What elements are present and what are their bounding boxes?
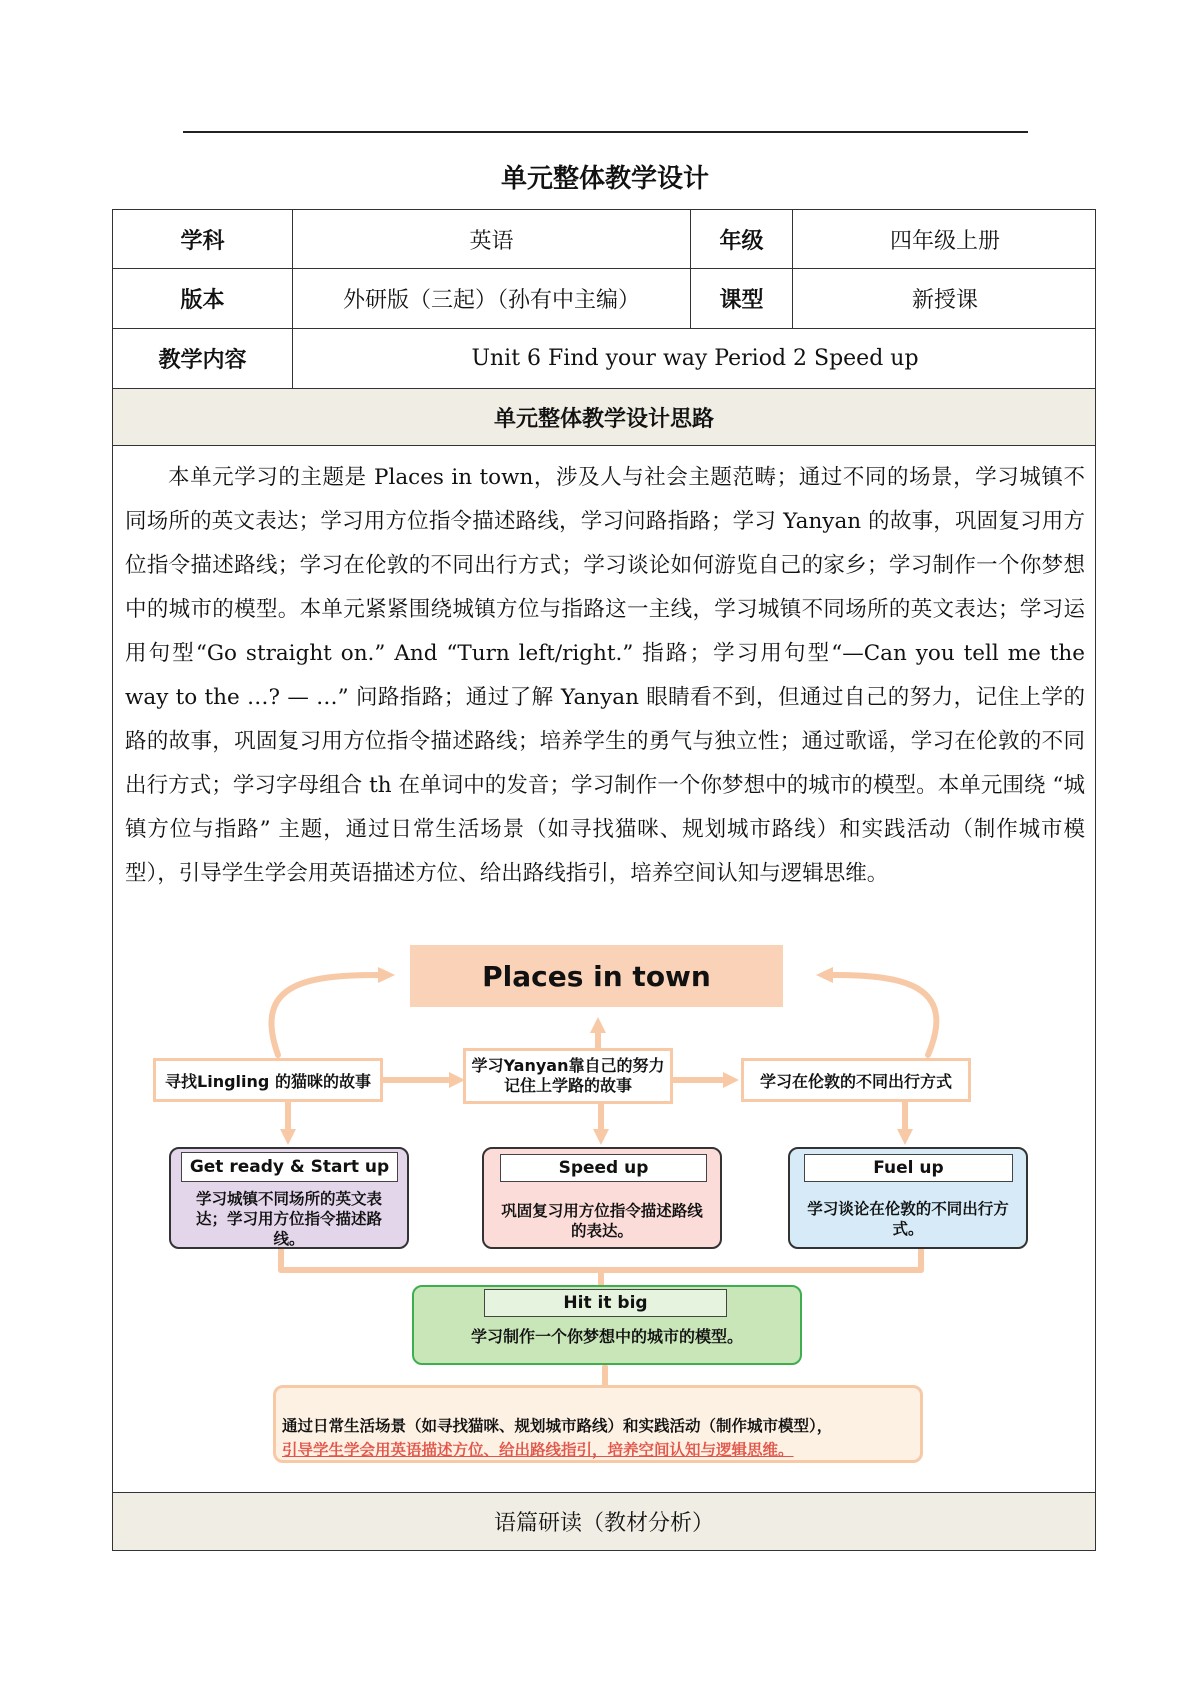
content-label: 教学内容 xyxy=(158,348,247,373)
edition-value: 外研版（三起）（孙有中主编） xyxy=(292,269,690,328)
card4-title: Hit it big xyxy=(563,1293,648,1313)
subject-value: 英语 xyxy=(292,210,690,268)
table-row xyxy=(113,329,1095,389)
card1-title: Get ready & Start up xyxy=(189,1157,390,1177)
story2-line1: 学习Yanyan靠自己的努力 xyxy=(471,1056,665,1075)
summary-line2: 引导学生学会用英语描述方位、给出路线指引，培养空间认知与逻辑思维。 xyxy=(282,1441,794,1459)
card2-text: 巩固复习用方位指令描述路线的表达。 xyxy=(501,1202,703,1240)
concept-map xyxy=(113,945,1097,1490)
story3-text: 学习在伦敦的不同出行方式 xyxy=(759,1071,952,1091)
card2-title: Speed up xyxy=(558,1158,649,1178)
lesson-type-label: 课型 xyxy=(690,269,792,328)
table-row xyxy=(113,269,1095,329)
edition-label: 版本 xyxy=(180,288,225,313)
card-get-ready xyxy=(169,1147,409,1249)
card-fuel-up xyxy=(788,1147,1028,1249)
summary-line1: 通过日常生活场景（如寻找猫咪、规划城市路线）和实践活动（制作城市模型）， xyxy=(282,1417,833,1435)
design-table xyxy=(112,209,1096,1551)
story2-box xyxy=(463,1048,673,1104)
theme-title: Places in town xyxy=(482,959,711,993)
design-section-heading: 单元整体教学设计思路 xyxy=(113,389,1095,446)
theme-box xyxy=(410,945,783,1007)
subject-label: 学科 xyxy=(180,228,225,254)
card-speed-up xyxy=(482,1147,722,1249)
story1-box xyxy=(153,1058,383,1102)
header-rule xyxy=(183,131,1028,133)
card1-text: 学习城镇不同场所的英文表达；学习用方位指令描述路线。 xyxy=(195,1190,382,1248)
document-title: 单元整体教学设计 xyxy=(500,164,709,194)
grade-label: 年级 xyxy=(690,210,792,268)
grade-value: 四年级上册 xyxy=(792,210,1097,268)
lesson-type-value: 新授课 xyxy=(792,269,1097,328)
summary-box xyxy=(273,1385,923,1463)
card3-title: Fuel up xyxy=(873,1158,944,1178)
card3-text: 学习谈论在伦敦的不同出行方式。 xyxy=(807,1200,1009,1238)
story2-line2: 记住上学路的故事 xyxy=(503,1076,632,1095)
card4-text: 学习制作一个你梦想中的城市的模型。 xyxy=(470,1327,743,1346)
table-row xyxy=(113,210,1095,269)
content-value: Unit 6 Find your way Period 2 Speed up xyxy=(292,329,1097,388)
story1-text: 寻找Lingling 的猫咪的故事 xyxy=(165,1071,371,1091)
story3-box xyxy=(741,1058,971,1102)
card-hit-it-big xyxy=(412,1285,802,1365)
analysis-section-heading: 语篇研读（教材分析） xyxy=(113,1492,1095,1550)
design-paragraph: 本单元学习的主题是 Places in town，涉及人与社会主题范畴；通过不同的场景，学习城镇不同场所的英文表达；学习用方位指令描述路线，学习问路指路；学习 Yanyan 的故事，巩固复习用方位指令描述路线；学习在伦敦的不同出行方式；学习谈论如何游览自己的家乡；学习制作一个你梦想中的城市的模型。本单元紧紧围绕城镇方位与指路这一主线，学习城镇不同场所的英文表达；学习运用句型“Go straight on.” And “Turn left/right.” 指路；学习用句型“—Can you tell me the way to the …? — …” 问路指路；通过了解 Yanyan 眼睛看不到，但通过自己的努力，记住上学的路的故事，巩固复习用方位指令描述路线；培养学生的勇气与独立性；通过歌谣，学习在伦敦的不同出行方式；学习字母组合 th 在单词中的发音；学习制作一个你梦想中的城市的模型。本单元围绕 “城镇方位与指路” 主题，通过日常生活场景（如寻找猫咪、规划城市路线）和实践活动（制作城市模型），引导学生学会用英语描述方位、给出路线指引，培养空间认知与逻辑思维。 xyxy=(125,465,1085,886)
